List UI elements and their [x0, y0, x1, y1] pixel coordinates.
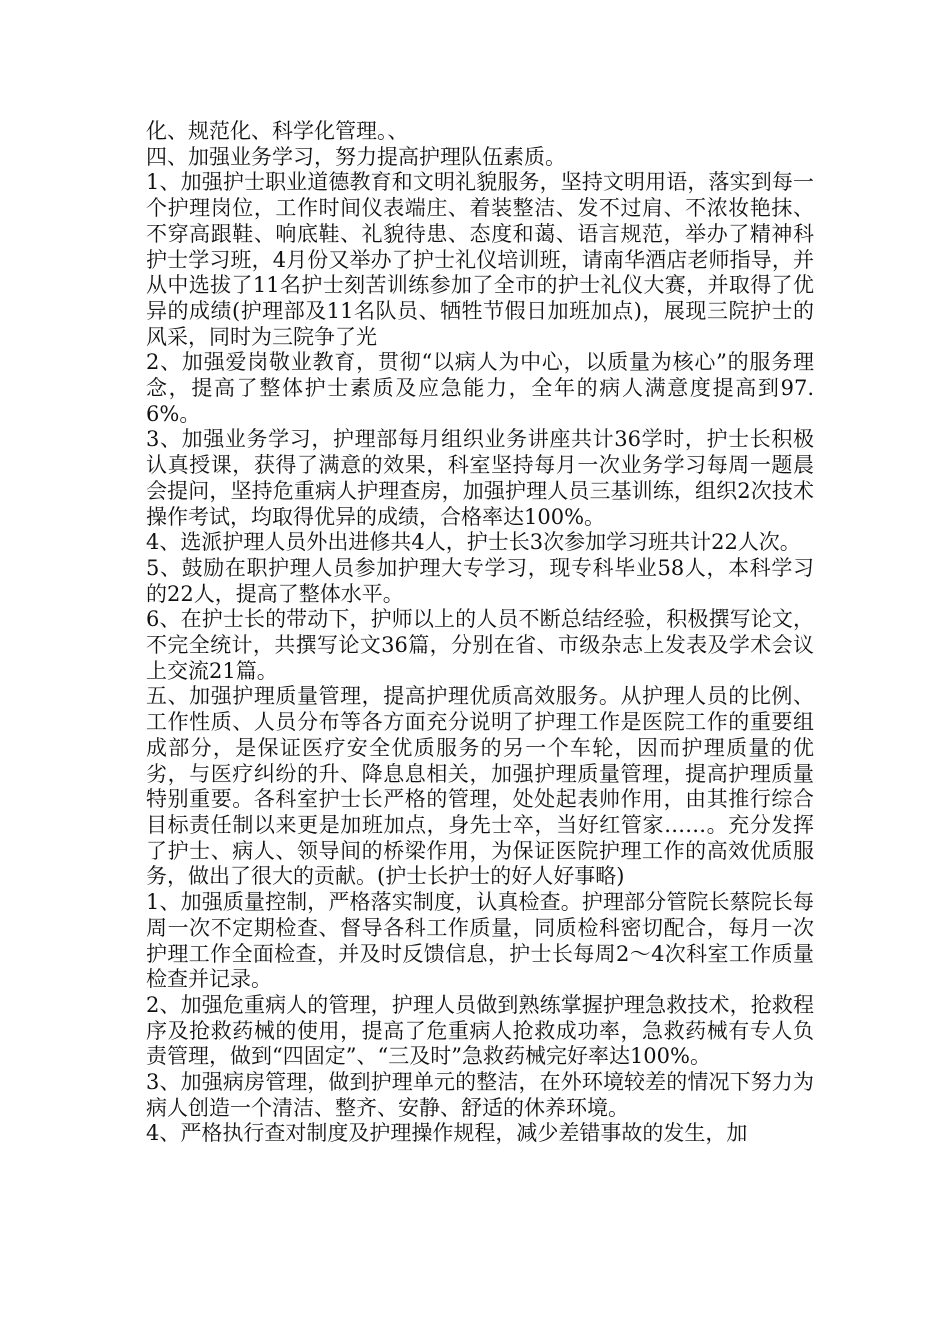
paragraph-5-1: 1、加强质量控制，严格落实制度，认真检查。护理部分管院长蔡院长每周一次不定期检查、督导各科工作质量，同质检科密切配合，每月一次护理工作全面检查，并及时反馈信息，护士长每周2～4次科室工作质量检查并记录。: [146, 890, 814, 992]
paragraph-4-2: 2、加强爱岗敬业教育，贯彻“以病人为中心，以质量为核心”的服务理念，提高了整体护士素质及应急能力，全年的病人满意度提高到97.6%。: [146, 350, 814, 426]
paragraph-4-1: 1、加强护士职业道德教育和文明礼貌服务，坚持文明用语，落实到每一个护理岗位，工作时间仪表端庄、着装整洁、发不过肩、不浓妆艳抹、不穿高跟鞋、响底鞋、礼貌待患、态度和蔼、语言规范，举办了精神科护士学习班，4月份又举办了护士礼仪培训班，请南华酒店老师指导，并从中选拔了11名护士刻苦训练参加了全市的护士礼仪大赛，并取得了优异的成绩(护理部及11名队员、牺牲节假日加班加点)，展现三院护士的风采，同时为三院争了光: [146, 170, 814, 349]
paragraph-4-5: 5、鼓励在职护理人员参加护理大专学习，现专科毕业58人，本科学习的22人，提高了整体水平。: [146, 555, 814, 606]
paragraph-4-3: 3、加强业务学习，护理部每月组织业务讲座共计36学时，护士长积极认真授课，获得了满意的效果，科室坚持每月一次业务学习每周一题晨会提问，坚持危重病人护理查房，加强护理人员三基训练，组织2次技术操作考试，均取得优异的成绩，合格率达100%。: [146, 427, 814, 529]
section-heading-4: 四、加强业务学习，努力提高护理队伍素质。: [146, 144, 566, 169]
paragraph-5-2: 2、加强危重病人的管理，护理人员做到熟练掌握护理急救技术，抢救程序及抢救药械的使用，提高了危重病人抢救成功率，急救药械有专人负责管理，做到“四固定”、“三及时”急救药械完好率达100%。: [146, 992, 814, 1069]
paragraph-1: 化、规范化、科学化管理。、: [146, 119, 409, 143]
paragraph-4-4: 4、选派护理人员外出进修共4人，护士长3次参加学习班共计22人次。: [146, 530, 801, 555]
paragraph-5-3: 3、加强病房管理，做到护理单元的整洁，在外环境较差的情况下努力为病人创造一个清洁、整齐、安静、舒适的休养环境。: [146, 1070, 814, 1120]
paragraph-5-4: 4、严格执行查对制度及护理操作规程，减少差错事故的发生，加: [146, 1121, 748, 1146]
document-body: [146, 119, 814, 1147]
section-heading-5: 五、加强护理质量管理，提高护理优质高效服务。从护理人员的比例、工作性质、人员分布等各方面充分说明了护理工作是医院工作的重要组成部分，是保证医疗安全优质服务的另一个车轮，因而护理质量的优劣，与医疗纠纷的升、降息息相关，加强护理质量管理，提高护理质量特别重要。各科室护士长严格的管理，处处起表帅作用，由其推行综合目标责任制以来更是加班加点，身先士卒，当好红管家……。充分发挥了护士、病人、领导间的桥梁作用，为保证医院护理工作的高效优质服务，做出了很大的贡献。(护士长护士的好人好事略): [146, 684, 814, 889]
paragraph-4-6: 6、在护士长的带动下，护师以上的人员不断总结经验，积极撰写论文，不完全统计，共撰写论文36篇，分别在省、市级杂志上发表及学术会议上交流21篇。: [146, 607, 814, 683]
